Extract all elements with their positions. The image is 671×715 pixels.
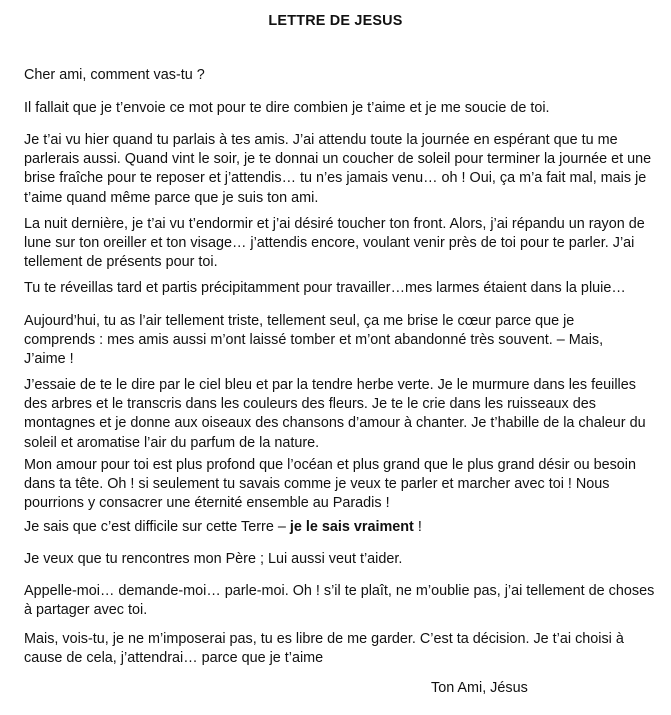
paragraph-8 (24, 518, 654, 537)
greeting: Cher ami, comment vas-tu ? (24, 67, 205, 83)
paragraph-8-emphasis: je le sais vraiment (289, 519, 414, 535)
paragraph-line: Mon amour pour toi est plus profond que l’océan et plus grand que le plus grand désir ou besoin (24, 457, 636, 473)
paragraph-line: comprends : mes amis aussi m’ont laissé tomber et m’ont abandonné très souvent. – Mais, (24, 332, 604, 349)
paragraph-6 (24, 376, 654, 453)
paragraph-line: à partager avec toi. (24, 602, 148, 619)
paragraph-line: dans ta tête. Oh ! si seulement tu savais comme je veux te parler et marcher avec toi ! Nous (24, 476, 610, 493)
paragraph-line: J’aime ! (24, 351, 74, 368)
paragraph-line: Je t’ai vu hier quand tu parlais à tes amis. J’ai attendu toute la journée en espérant que tu me (24, 132, 618, 148)
paragraph-line: soleil et aromatise l’air du parfum de la nature. (24, 434, 320, 451)
paragraph-line: parlerais aussi. Quand vint le soir, je te donnai un coucher de soleil pour terminer la journée et une (24, 151, 652, 168)
paragraph-line: montagnes et je donne aux oiseaux des chansons d’amour à chanter. Je t’habille de la chaleur du (24, 415, 646, 432)
paragraph-10 (24, 582, 654, 620)
paragraph-line: t’aime quand même parce que je suis ton ami. (24, 189, 319, 206)
paragraph-8-text: Je sais que c’est difficile sur cette Terre – (24, 519, 290, 535)
paragraph-line: Mais, vois-tu, je ne m’imposerai pas, tu es libre de me garder. C’est ta décision. Je t’ai choisi à (24, 631, 624, 647)
paragraph-4: Tu te réveillas tard et partis précipitamment pour travailler…mes larmes étaient dans la pluie… (24, 280, 626, 296)
letter-title: LETTRE DE JESUS (268, 13, 403, 29)
paragraph-line: Aujourd’hui, tu as l’air tellement triste, tellement seul, ça me brise le cœur parce que je (24, 313, 575, 329)
paragraph-line: cause de cela, j’attendrai… parce que je t’aime (24, 650, 324, 667)
paragraph-3 (24, 215, 654, 273)
paragraph-5 (24, 312, 654, 370)
paragraph-line: J’essaie de te le dire par le ciel bleu et par la tendre herbe verte. Je le murmure dans les feuilles (24, 377, 636, 393)
paragraph-9: Je veux que tu rencontres mon Père ; Lui aussi veut t’aider. (24, 551, 403, 567)
paragraph-line: pourrions y consacrer une éternité ensemble au Paradis ! (24, 495, 390, 512)
paragraph-8-end: ! (413, 519, 422, 535)
paragraph-11 (24, 630, 654, 668)
paragraph-line: lune sur ton oreiller et ton visage… j’attendis encore, voulant venir près de toi pour te parler. J’ai (24, 235, 635, 252)
paragraph-2 (24, 131, 654, 208)
paragraph-line: brise fraîche pour te reposer et j’attendis… tu n’es jamais venu… oh ! Oui, ça m’a fait mal, mais je (24, 170, 647, 187)
paragraph-line: des arbres et le transcris dans les couleurs des fleurs. Je te le crie dans les ruisseaux des (24, 396, 596, 413)
paragraph-7 (24, 456, 654, 514)
paragraph-line: La nuit dernière, je t’ai vu t’endormir et j’ai désiré toucher ton front. Alors, j’ai répandu un rayon de (24, 216, 645, 232)
paragraph-line: Appelle-moi… demande-moi… parle-moi. Oh ! s’il te plaît, ne m’oublie pas, j’ai tellement de choses (24, 583, 655, 599)
signature: Ton Ami, Jésus (431, 680, 528, 696)
paragraph-1: Il fallait que je t’envoie ce mot pour te dire combien je t’aime et je me soucie de toi. (24, 100, 550, 116)
paragraph-line: tellement de présents pour toi. (24, 254, 218, 271)
